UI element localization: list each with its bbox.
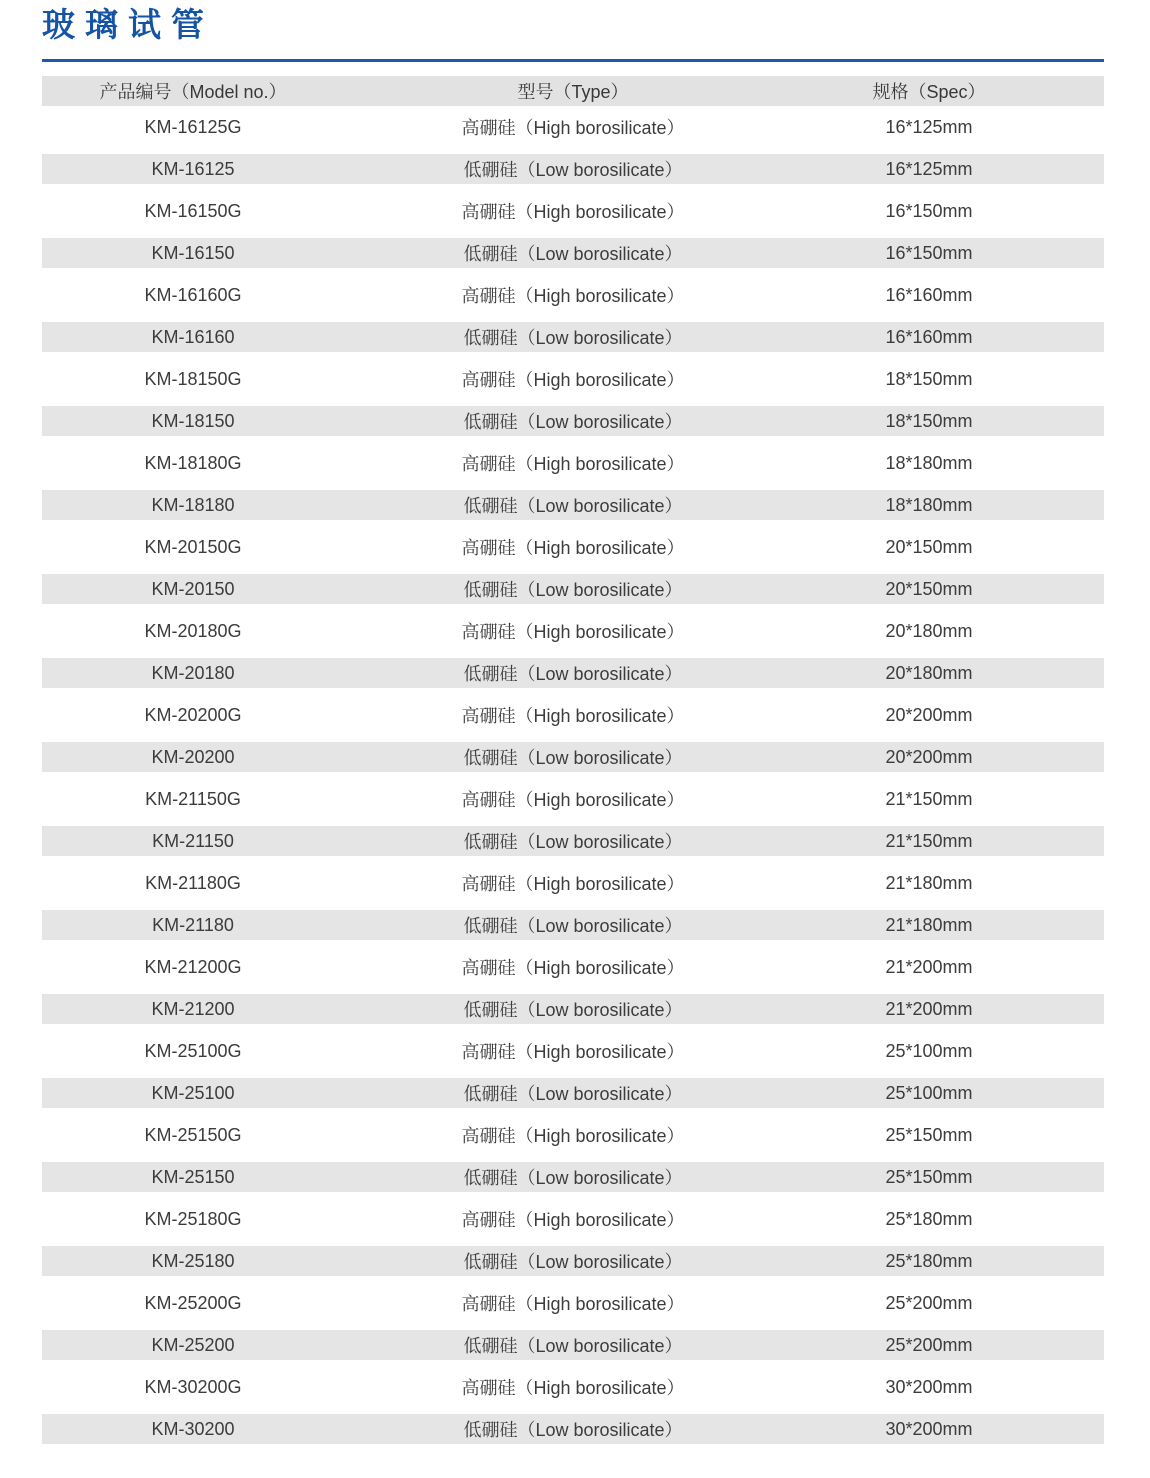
table-row [42,232,1104,274]
spec-cell: 25*200mm [885,1292,973,1313]
table-row [42,1282,1104,1324]
spec-cell: 21*180mm [885,914,973,935]
type-cell: 低硼硅（Low borosilicate） [463,916,683,936]
spec-cell: 20*200mm [885,704,973,725]
table-row [42,694,1104,736]
model-no-cell: KM-25150G [144,1124,242,1145]
model-no-cell: KM-30200 [151,1418,235,1439]
type-cell: 高硼硅（High borosilicate） [461,202,685,222]
spec-cell: 25*100mm [885,1040,973,1061]
spec-cell: 21*200mm [885,998,973,1019]
page-title: 玻璃试管 [42,6,214,43]
spec-cell: 18*150mm [885,410,973,431]
model-no-cell: KM-18150 [151,410,235,431]
type-cell: 低硼硅（Low borosilicate） [463,1336,683,1356]
model-no-cell: KM-21150 [152,830,234,851]
table-row [42,1408,1104,1450]
spec-cell: 20*200mm [885,746,973,767]
table-row [42,1366,1104,1408]
spec-cell: 16*150mm [885,200,973,221]
type-cell: 高硼硅（High borosilicate） [461,1210,685,1230]
table-row [42,1240,1104,1282]
model-no-cell: KM-21150G [145,788,241,809]
table-row [42,400,1104,442]
model-no-cell: KM-25200G [144,1292,242,1313]
spec-cell: 21*200mm [885,956,973,977]
table-header-row [42,76,1104,106]
table-row [42,1156,1104,1198]
spec-cell: 18*180mm [885,452,973,473]
table-row [42,484,1104,526]
model-no-cell: KM-18180 [151,494,235,515]
type-cell: 低硼硅（Low borosilicate） [463,244,683,264]
table-row [42,1072,1104,1114]
table-row [42,526,1104,568]
spec-cell: 25*150mm [885,1124,973,1145]
model-no-cell: KM-16150G [144,200,242,221]
type-cell: 高硼硅（High borosilicate） [461,790,685,810]
spec-cell: 20*150mm [885,536,973,557]
type-cell: 低硼硅（Low borosilicate） [463,412,683,432]
table-row [42,106,1104,148]
spec-cell: 21*180mm [885,872,973,893]
table-row [42,610,1104,652]
type-cell: 高硼硅（High borosilicate） [461,874,685,894]
model-no-cell: KM-20180G [144,620,242,641]
model-no-cell: KM-16125 [151,158,235,179]
spec-cell: 20*150mm [885,578,973,599]
table-row [42,904,1104,946]
spec-cell: 25*150mm [885,1166,973,1187]
type-cell: 高硼硅（High borosilicate） [461,538,685,558]
model-no-cell: KM-16150 [151,242,235,263]
model-no-cell: KM-18180G [144,452,242,473]
spec-cell: 30*200mm [885,1376,973,1397]
model-no-cell: KM-16160 [151,326,235,347]
table-row [42,778,1104,820]
table-row [42,568,1104,610]
spec-cell: 25*180mm [885,1250,973,1271]
model-no-cell: KM-18150G [144,368,242,389]
table-row [42,988,1104,1030]
model-no-cell: KM-20200G [144,704,242,725]
model-no-cell: KM-25180 [151,1250,235,1271]
table-row [42,148,1104,190]
spec-cell: 20*180mm [885,662,973,683]
model-no-cell: KM-20200 [151,746,235,767]
type-cell: 高硼硅（High borosilicate） [461,1294,685,1314]
spec-cell: 21*150mm [885,788,973,809]
type-cell: 高硼硅（High borosilicate） [461,1378,685,1398]
type-cell: 低硼硅（Low borosilicate） [463,328,683,348]
type-cell: 高硼硅（High borosilicate） [461,286,685,306]
spec-cell: 16*125mm [885,116,973,137]
table-row [42,190,1104,232]
model-no-cell: KM-25180G [144,1208,242,1229]
type-cell: 低硼硅（Low borosilicate） [463,664,683,684]
spec-cell: 20*180mm [885,620,973,641]
table-row [42,652,1104,694]
spec-cell: 16*160mm [885,284,973,305]
table-row [42,820,1104,862]
model-no-cell: KM-21180G [145,872,241,893]
product-table [42,76,1104,1450]
type-cell: 低硼硅（Low borosilicate） [463,1252,683,1272]
spec-cell: 21*150mm [885,830,973,851]
type-cell: 低硼硅（Low borosilicate） [463,1000,683,1020]
table-row [42,274,1104,316]
table-row [42,1114,1104,1156]
model-no-cell: KM-16125G [144,116,242,137]
table-row [42,862,1104,904]
type-cell: 低硼硅（Low borosilicate） [463,748,683,768]
table-row [42,1324,1104,1366]
table-row [42,358,1104,400]
spec-cell: 18*180mm [885,494,973,515]
table-row [42,946,1104,988]
model-no-cell: KM-21180 [152,914,234,935]
model-no-cell: KM-20150 [151,578,235,599]
type-cell: 高硼硅（High borosilicate） [461,622,685,642]
type-cell: 高硼硅（High borosilicate） [461,958,685,978]
spec-cell: 30*200mm [885,1418,973,1439]
column-header-type: 型号（Type） [517,82,629,102]
model-no-cell: KM-20180 [151,662,235,683]
model-no-cell: KM-25200 [151,1334,235,1355]
type-cell: 高硼硅（High borosilicate） [461,706,685,726]
type-cell: 低硼硅（Low borosilicate） [463,1420,683,1440]
table-body [42,106,1104,1450]
model-no-cell: KM-21200 [151,998,235,1019]
table-row [42,736,1104,778]
type-cell: 低硼硅（Low borosilicate） [463,496,683,516]
spec-cell: 25*180mm [885,1208,973,1229]
table-row [42,1030,1104,1072]
model-no-cell: KM-25100 [151,1082,235,1103]
table-row [42,1198,1104,1240]
spec-cell: 16*150mm [885,242,973,263]
type-cell: 低硼硅（Low borosilicate） [463,1084,683,1104]
spec-cell: 18*150mm [885,368,973,389]
type-cell: 低硼硅（Low borosilicate） [463,832,683,852]
type-cell: 低硼硅（Low borosilicate） [463,160,683,180]
type-cell: 高硼硅（High borosilicate） [461,1042,685,1062]
type-cell: 高硼硅（High borosilicate） [461,118,685,138]
type-cell: 低硼硅（Low borosilicate） [463,1168,683,1188]
model-no-cell: KM-21200G [144,956,242,977]
type-cell: 高硼硅（High borosilicate） [461,454,685,474]
title-underline [42,59,1104,62]
type-cell: 高硼硅（High borosilicate） [461,370,685,390]
column-header-spec: 规格（Spec） [872,82,986,102]
model-no-cell: KM-16160G [144,284,242,305]
spec-cell: 25*200mm [885,1334,973,1355]
model-no-cell: KM-25150 [151,1166,235,1187]
model-no-cell: KM-20150G [144,536,242,557]
table-row [42,442,1104,484]
model-no-cell: KM-30200G [144,1376,242,1397]
model-no-cell: KM-25100G [144,1040,242,1061]
type-cell: 高硼硅（High borosilicate） [461,1126,685,1146]
spec-cell: 16*160mm [885,326,973,347]
type-cell: 低硼硅（Low borosilicate） [463,580,683,600]
column-header-model-no: 产品编号（Model no.） [99,82,287,102]
table-row [42,316,1104,358]
spec-cell: 16*125mm [885,158,973,179]
spec-cell: 25*100mm [885,1082,973,1103]
